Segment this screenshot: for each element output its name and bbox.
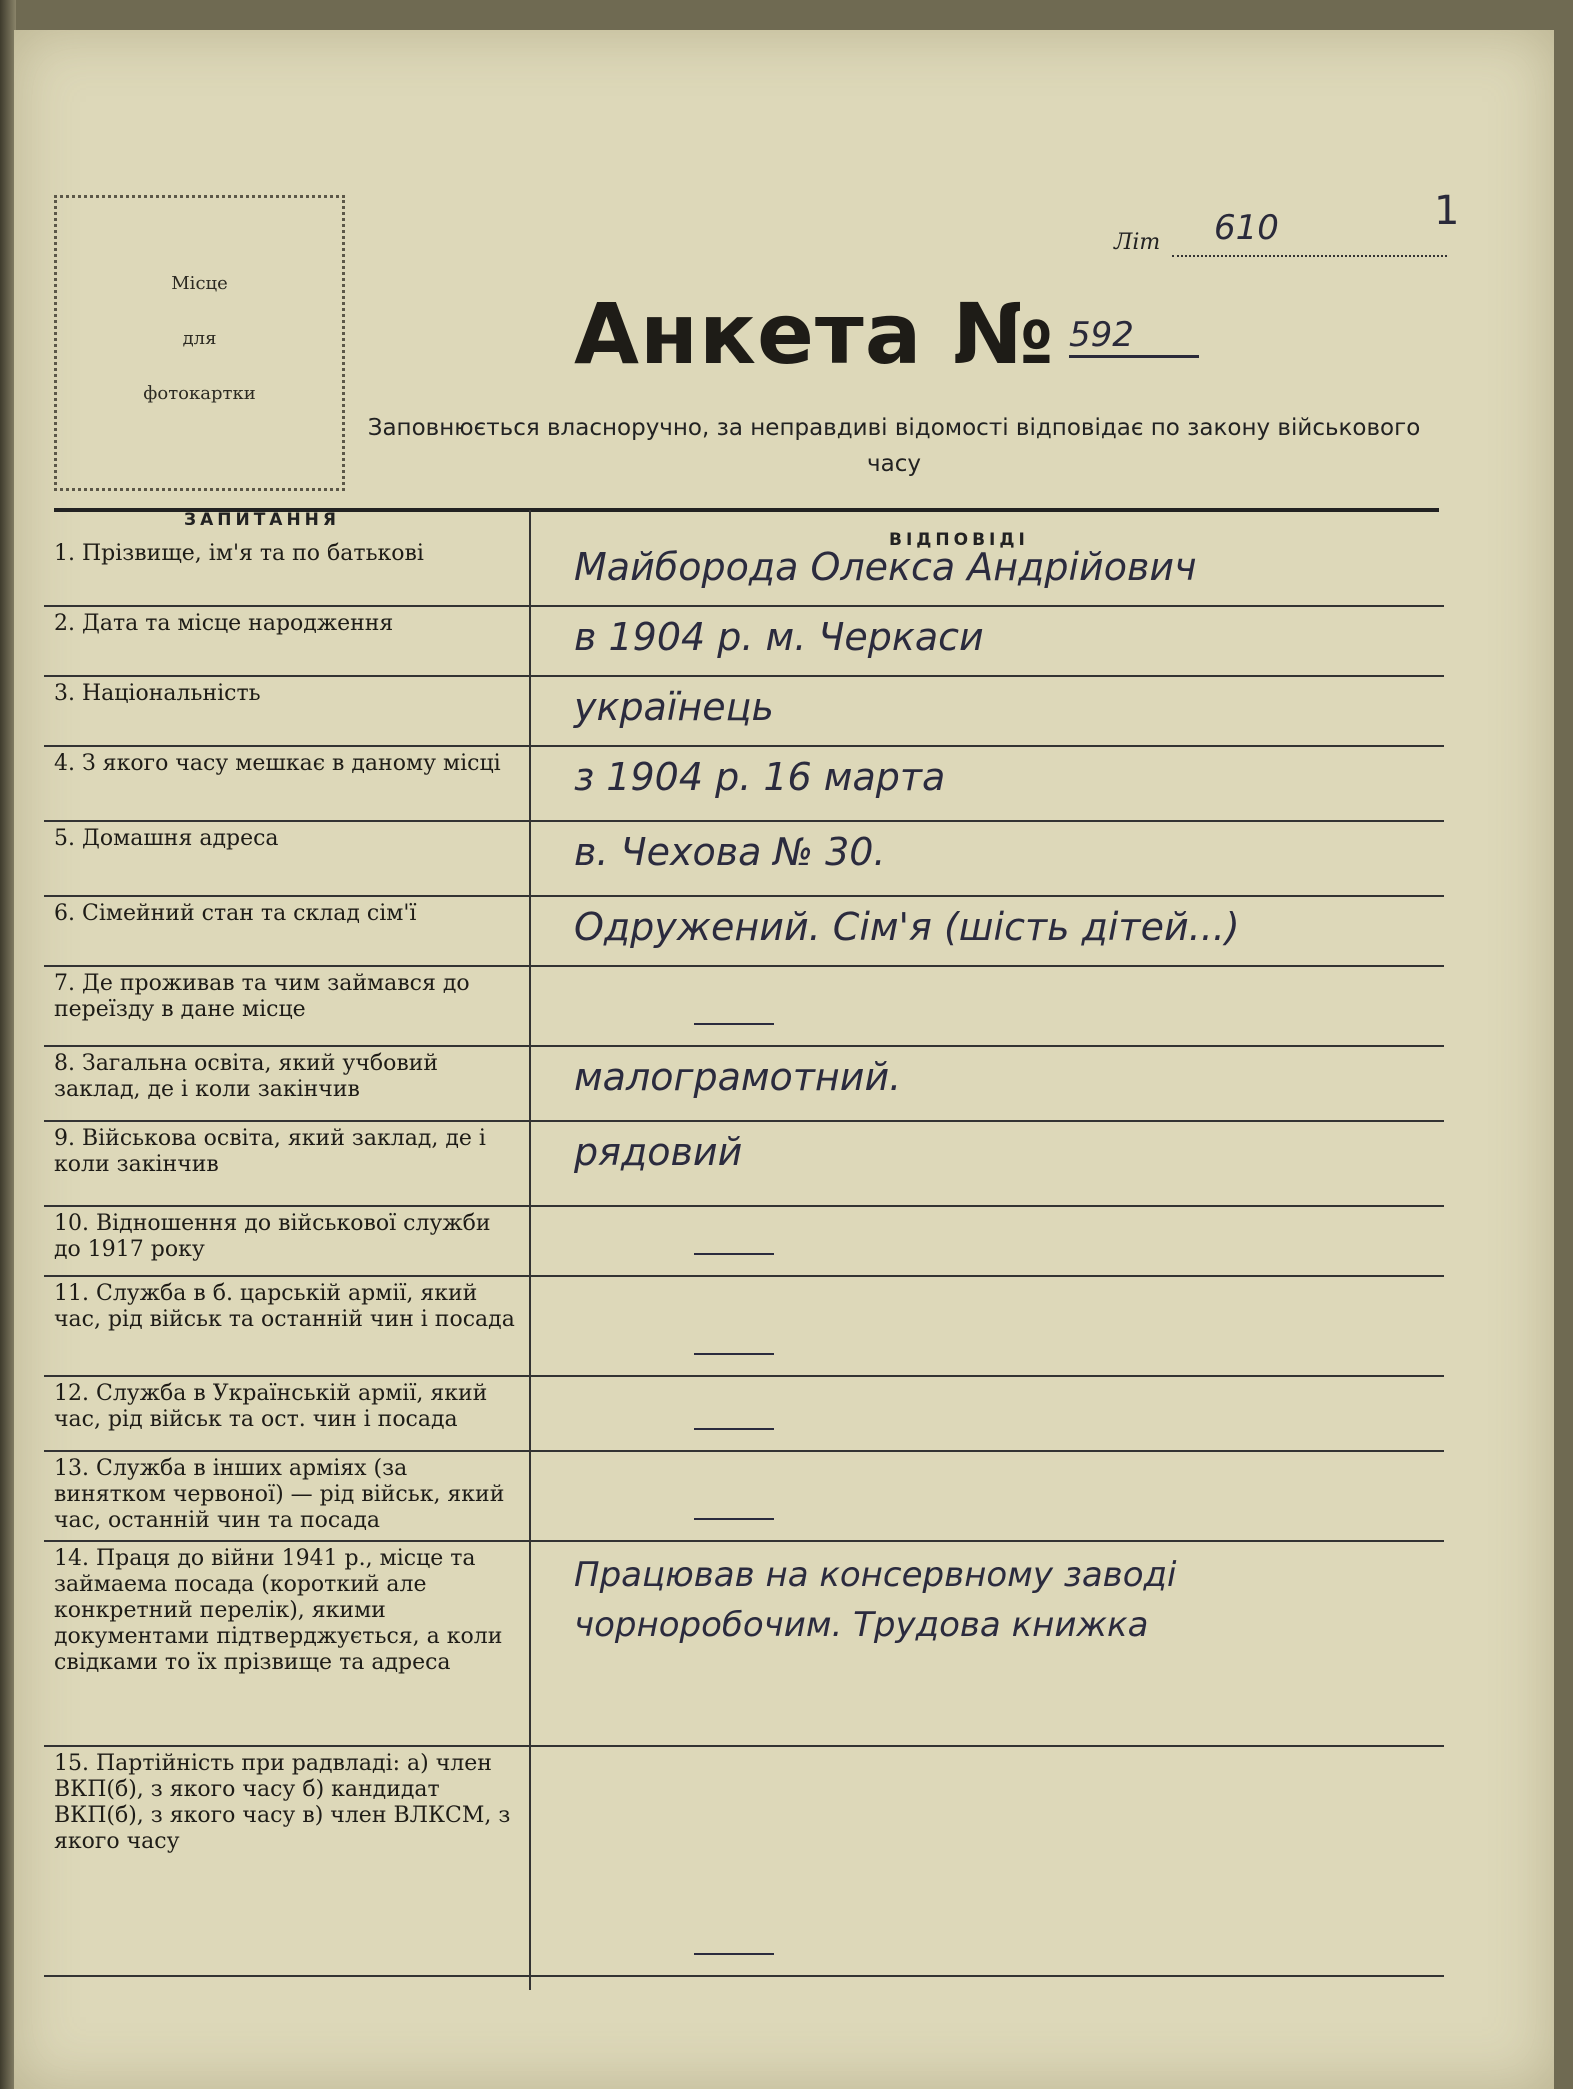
table-row	[44, 1045, 1444, 1122]
question-label: 3. Національність	[54, 681, 261, 706]
table-row	[44, 1375, 1444, 1452]
question-label: 6. Сімейний стан та склад сім'ї	[54, 901, 417, 926]
lit-label: Літ	[1114, 230, 1161, 255]
question-label: 10. Відношення до військової служби до 1917 року	[54, 1211, 491, 1262]
blank-dash	[694, 1428, 774, 1430]
question-label: 2. Дата та місце народження	[54, 611, 394, 636]
question-label: 14. Праця до війни 1941 р., місце та займаема посада (короткий але конкретний перелік), якими документами підтверджується, а коли свідками то їх прізвище та адреса	[54, 1546, 503, 1675]
blank-dash	[694, 1023, 774, 1025]
answer-handwritten: рядовий	[574, 1130, 743, 1174]
table-row	[44, 965, 1444, 1047]
table-row	[44, 1450, 1444, 1542]
table-row	[44, 1275, 1444, 1377]
question-label: 11. Служба в б. царській армії, який час, рід військ та останній чин і посада	[54, 1281, 515, 1332]
answer-handwritten: в. Чехова № 30.	[574, 830, 886, 874]
answer-handwritten: Майборода Олекса Андрійович	[574, 545, 1197, 589]
blank-dash	[694, 1518, 774, 1520]
table-row	[44, 1120, 1444, 1207]
answer-handwritten: малограмотний.	[574, 1055, 902, 1099]
answer-handwritten: з 1904 р. 16 марта	[574, 755, 946, 799]
answer-handwritten: Працював на консервному заводі чорноробочим. Трудова книжка	[574, 1555, 1177, 1645]
table-row	[44, 745, 1444, 822]
question-label: 7. Де проживав та чим займався до переїзду в дане місце	[54, 971, 470, 1022]
answer-handwritten: Одружений. Сім'я (шість дітей...)	[574, 905, 1240, 949]
table-row	[44, 1745, 1444, 1977]
corner-mark: 1	[1434, 188, 1460, 234]
question-label: 15. Партійність при радвладі: а) член ВКП(б), з якого часу б) кандидат ВКП(б), з якого часу в) член ВЛКСМ, з якого часу	[54, 1751, 511, 1854]
column-header-answers: ВІДПОВІДІ	[889, 530, 1029, 550]
blank-dash	[694, 1953, 774, 1955]
table-row	[44, 675, 1444, 747]
answer-handwritten: українець	[574, 685, 774, 729]
question-label: 9. Військова освіта, який заклад, де і коли закінчив	[54, 1126, 486, 1177]
question-label: 12. Служба в Українській армії, який час, рід військ та ост. чин і посада	[54, 1381, 488, 1432]
photo-placeholder	[54, 195, 345, 491]
blank-dash	[694, 1253, 774, 1255]
question-label: 5. Домашня адреса	[54, 826, 279, 851]
photo-label-line-1: Місце	[171, 273, 228, 294]
form-number: 592	[1069, 315, 1199, 358]
lit-value: 610	[1214, 208, 1279, 248]
answer-handwritten: в 1904 р. м. Черкаси	[574, 615, 984, 659]
form-instructions: Заповнюється власноручно, за неправдиві відомості відповідає по закону військового часу	[367, 415, 1421, 477]
photo-label-line-3: фотокартки	[143, 383, 256, 404]
question-label: 13. Служба в інших арміях (за винятком червоної) — рід військ, який час, останній чин та посада	[54, 1456, 505, 1533]
lit-underline	[1172, 255, 1447, 257]
column-header-questions: ЗАПИТАННЯ	[184, 510, 340, 530]
blank-dash	[694, 1353, 774, 1355]
questionnaire-page	[14, 30, 1554, 2089]
table-row	[44, 535, 1444, 607]
table-row	[44, 1205, 1444, 1277]
table-row	[44, 895, 1444, 967]
table-row	[44, 605, 1444, 677]
table-row	[44, 1540, 1444, 1747]
photo-label-line-2: для	[182, 328, 217, 349]
question-label: 1. Прізвище, ім'я та по батькові	[54, 541, 424, 566]
page-title: Анкета №	[574, 285, 1055, 383]
question-label: 4. З якого часу мешкає в даному місці	[54, 751, 501, 776]
question-label: 8. Загальна освіта, який учбовий заклад, де і коли закінчив	[54, 1051, 439, 1102]
table-row	[44, 820, 1444, 897]
